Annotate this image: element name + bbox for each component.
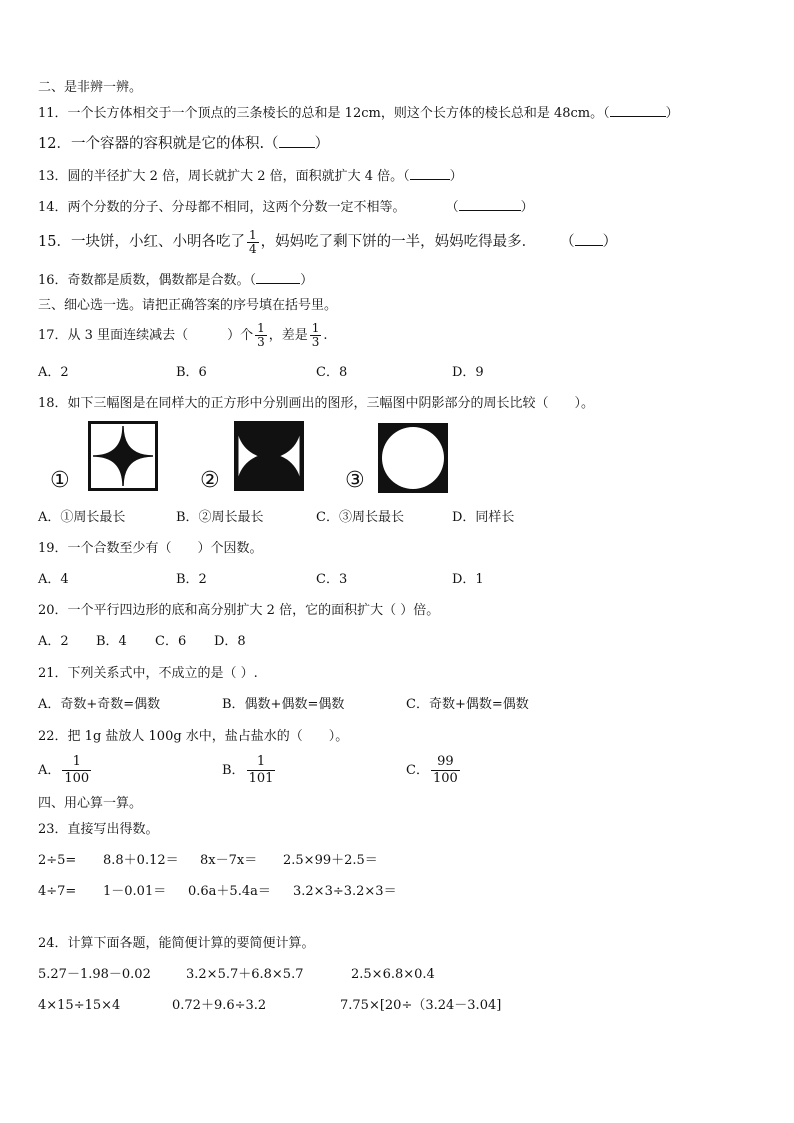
option-c[interactable]: C． $\frac{99}{100}$: [406, 754, 458, 786]
answer-blank[interactable]: [410, 168, 450, 180]
question-text: 圆的半径扩大 2 倍，周长就扩大 2 倍，面积就扩大 4 倍。（: [67, 169, 410, 184]
option-d[interactable]: D．同样长: [452, 510, 515, 525]
section-heading-4: 四、用心算一算。: [38, 796, 143, 811]
option-b[interactable]: B．2: [176, 572, 207, 587]
question-number: 11．: [38, 106, 68, 121]
question-21: [38, 666, 258, 682]
question-16: 16．奇数都是质数，偶数都是合数。（ ）: [38, 273, 314, 288]
option-b[interactable]: B．6: [176, 365, 207, 380]
fraction: $\frac{1}{4}$: [248, 227, 257, 256]
question-24: [38, 936, 315, 952]
question-23: [38, 822, 159, 838]
figure-2-hourglass: [234, 421, 304, 491]
question-number: 12．: [38, 136, 71, 152]
calc-item: 4×15÷15×4: [38, 998, 121, 1013]
question-text: 直接写出得数。: [67, 822, 159, 837]
question-number: 21．: [38, 666, 68, 681]
fraction: $\frac{1}{100}$: [64, 754, 90, 786]
question-15: 15．一块饼，小红、小明各吃了 $\frac{1}{4}$ ，妈妈吃了剩下饼的一半，妈妈吃得最多． （ ）: [38, 227, 618, 256]
option-a[interactable]: A． $\frac{1}{100}$: [38, 754, 90, 786]
question-text: 如下三幅图是在同样大的正方形中分别画出的图形，三幅图中阴影部分的周长比较（ ）。: [67, 396, 595, 411]
question-number: 22．: [38, 729, 68, 744]
figure-label-1: ①: [50, 468, 70, 493]
calc-item: 2÷5=: [38, 853, 77, 868]
question-number: 23．: [38, 822, 68, 837]
calc-item: 2.5×99＋2.5＝: [283, 853, 378, 868]
option-a[interactable]: A．2: [38, 365, 69, 380]
question-18: [38, 396, 594, 412]
option-c[interactable]: C．奇数+偶数=偶数: [406, 697, 529, 712]
option-c[interactable]: C．6: [155, 634, 187, 649]
question-text: 一个平行四边形的底和高分别扩大 2 倍，它的面积扩大（ ）倍。: [67, 603, 440, 618]
question-13: 13．圆的半径扩大 2 倍，周长就扩大 2 倍，面积就扩大 4 倍。（ ）: [38, 169, 463, 184]
calc-item: 0.72＋9.6÷3.2: [172, 998, 267, 1013]
question-text: 把 1g 盐放人 100g 水中，盐占盐水的（ ）。: [67, 729, 349, 744]
calc-item: 5.27－1.98－0.02: [38, 967, 151, 982]
question-text: 一块饼，小红、小明各吃了: [70, 234, 245, 250]
answer-blank[interactable]: [459, 199, 521, 211]
figure-3-circle: [378, 423, 448, 493]
option-a[interactable]: A．4: [38, 572, 69, 587]
calc-item: 2.5×6.8×0.4: [351, 967, 435, 982]
question-12: 12．一个容器的容积就是它的体积.（ ）: [38, 136, 330, 152]
question-17: 17．从 3 里面连续减去（ ）个 $\frac{1}{3}$ ，差是 $\frac{1}{3}$ .: [38, 321, 328, 349]
answer-blank[interactable]: [575, 234, 603, 246]
question-number: 16．: [38, 273, 68, 288]
question-text: 计算下面各题，能简便计算的要简便计算。: [67, 936, 315, 951]
calc-item: 3.2×3÷3.2×3＝: [293, 884, 397, 899]
question-text: 奇数都是质数，偶数都是合数。（: [67, 273, 257, 288]
figure-label-2: ②: [200, 468, 220, 493]
option-d[interactable]: D．1: [452, 572, 484, 587]
fraction: $\frac{1}{3}$: [257, 321, 265, 349]
answer-blank[interactable]: [279, 136, 315, 148]
question-19: [38, 541, 263, 557]
question-number: 19．: [38, 541, 68, 556]
question-number: 20．: [38, 603, 68, 618]
question-text: 一个容器的容积就是它的体积.（: [70, 136, 279, 152]
question-14: 14．两个分数的分子、分母都不相同，这两个分数一定不相等。 （ ）: [38, 200, 534, 215]
question-number: 17．: [38, 328, 68, 343]
option-b[interactable]: B．4: [96, 634, 127, 649]
option-b[interactable]: B．偶数+偶数=偶数: [222, 697, 345, 712]
option-c[interactable]: C．③周长最长: [316, 510, 404, 525]
question-11: 11．一个长方体相交于一个顶点的三条棱长的总和是 12cm，则这个长方体的棱长总和是 48cm。（ ）: [38, 106, 679, 121]
option-d[interactable]: D．8: [214, 634, 246, 649]
calc-item: 7.75×[20÷（3.24－3.04]: [340, 998, 502, 1013]
option-b[interactable]: B． $\frac{1}{101}$: [222, 754, 274, 786]
question-number: 24．: [38, 936, 68, 951]
fraction: $\frac{99}{100}$: [432, 754, 458, 786]
section-heading-3: 三、细心选一选。请把正确答案的序号填在括号里。: [38, 298, 338, 313]
figure-label-3: ③: [345, 468, 365, 493]
calc-item: 0.6a＋5.4a＝: [188, 884, 271, 899]
option-c[interactable]: C．8: [316, 365, 348, 380]
question-number: 15．: [38, 234, 71, 250]
calc-item: 8x－7x＝: [200, 853, 258, 868]
calc-item: 8.8＋0.12＝: [103, 853, 179, 868]
question-text: 从 3 里面连续减去（ ）个: [67, 328, 254, 343]
question-20: [38, 603, 439, 619]
question-number: 14．: [38, 200, 68, 215]
answer-blank[interactable]: [256, 272, 300, 284]
option-a[interactable]: A．2: [38, 634, 69, 649]
fraction: $\frac{1}{3}$: [311, 321, 320, 349]
fraction: $\frac{1}{101}$: [248, 754, 274, 786]
question-22: [38, 729, 348, 745]
calc-item: 1－0.01＝: [103, 884, 167, 899]
option-a[interactable]: A．奇数+奇数=偶数: [38, 697, 161, 712]
section-heading-2: 二、是非辨一辨。: [38, 80, 143, 95]
option-a[interactable]: A．①周长最长: [38, 510, 126, 525]
option-c[interactable]: C．3: [316, 572, 348, 587]
question-number: 18．: [38, 396, 68, 411]
question-text: 下列关系式中，不成立的是（ ）.: [67, 666, 258, 681]
question-number: 13．: [38, 169, 68, 184]
question-text: 两个分数的分子、分母都不相同，这两个分数一定不相等。: [67, 200, 406, 215]
answer-blank[interactable]: [610, 105, 666, 117]
calc-item: 4÷7=: [38, 884, 77, 899]
question-text: 一个合数至少有（ ）个因数。: [67, 541, 263, 556]
question-text: 一个长方体相交于一个顶点的三条棱长的总和是 12cm，则这个长方体的棱长总和是 48cm。（: [67, 106, 610, 121]
calc-item: 3.2×5.7＋6.8×5.7: [186, 967, 304, 982]
option-b[interactable]: B．②周长最长: [176, 510, 264, 525]
figure-1-star: [88, 421, 158, 491]
option-d[interactable]: D．9: [452, 365, 484, 380]
